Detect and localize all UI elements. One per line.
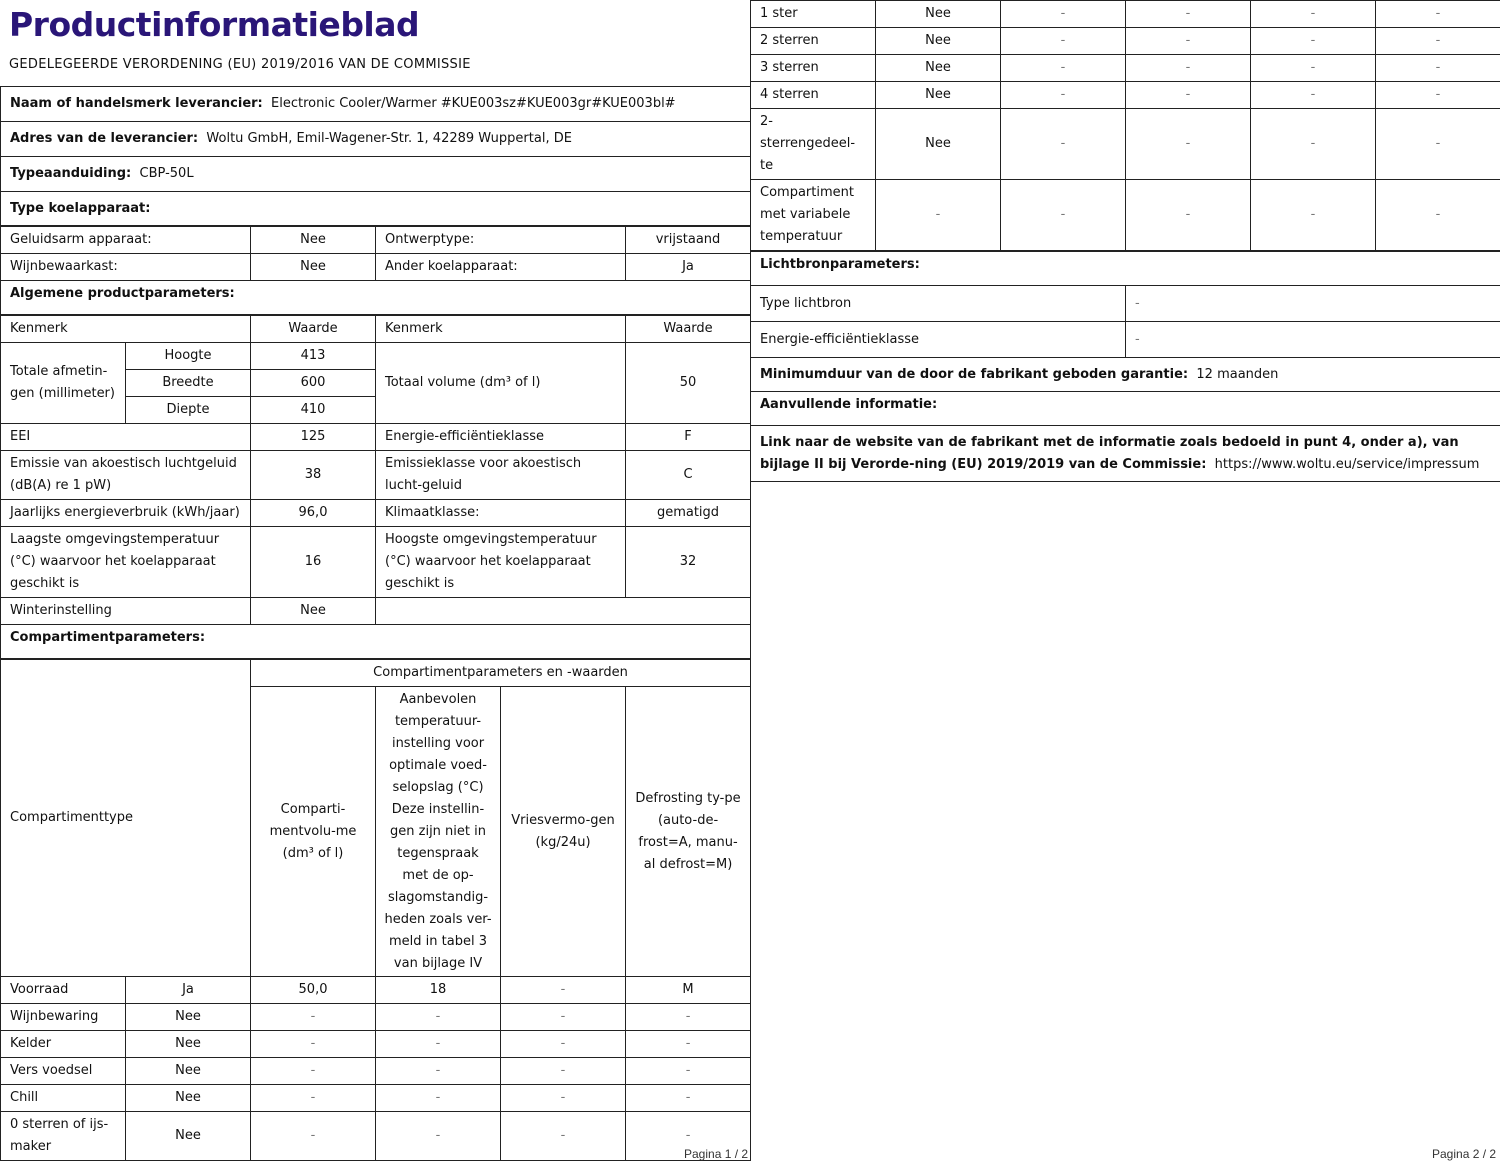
compartment-group-header: Compartimentparameters en -waarden (251, 660, 751, 687)
header-table (0, 0, 750, 86)
compartment-temp: - (1126, 55, 1251, 82)
compartment-freeze: - (1251, 28, 1376, 55)
compartment-name: Vers voedsel (1, 1058, 126, 1085)
warranty-label: Minimumduur van de door de fabrikant geboden garantie: (760, 366, 1189, 382)
table-row (751, 28, 1500, 55)
dimensions-label: Totale afmetin-gen (millimeter) (1, 343, 126, 424)
document-title: Productinformatieblad (9, 5, 420, 44)
compartment-temp: - (376, 1031, 501, 1058)
wine-storage-value: Nee (251, 254, 376, 281)
compartment-parameters-heading: Compartimentparameters: (1, 625, 751, 659)
compartment-table-continued (750, 0, 1500, 251)
height-label: Hoogte (126, 343, 251, 370)
table-row (1, 1004, 751, 1031)
light-class-value: - (1126, 322, 1500, 358)
total-volume-label: Totaal volume (dm³ of l) (376, 343, 626, 424)
compartment-name: Compartiment met variabele temperatuur (751, 180, 876, 251)
compartment-present: Nee (126, 1112, 251, 1161)
col-waarde-right: Waarde (626, 316, 751, 343)
page-1 (0, 0, 750, 1161)
col-waarde-left: Waarde (251, 316, 376, 343)
compartment-temp: - (1126, 82, 1251, 109)
table-row (751, 180, 1500, 251)
compartment-volume: - (1001, 109, 1126, 180)
supplier-table (0, 86, 751, 226)
manufacturer-link-label: Link naar de website van de fabrikant met de informatie zoals bedoeld in punt 4, onder a), van bijlage II bij Verorde-ning (EU) 2019/2019 van de Commissie: (760, 434, 1459, 472)
col-freezing-capacity: Vriesvermo-gen (kg/24u) (501, 687, 626, 977)
table-row (1, 1085, 751, 1112)
design-type-value: vrijstaand (626, 227, 751, 254)
table-row (1, 1112, 751, 1161)
supplier-name-row (1, 87, 751, 122)
compartment-present: Nee (876, 109, 1001, 180)
compartment-temp: - (376, 1112, 501, 1161)
col-kenmerk-left: Kenmerk (1, 316, 251, 343)
compartment-volume: - (251, 1085, 376, 1112)
light-source-table (750, 251, 1500, 482)
col-compartment-volume: Comparti-mentvolu-me (dm³ of l) (251, 687, 376, 977)
light-class-label: Energie-efficiëntieklasse (751, 322, 1126, 358)
type-designation-label: Typeaanduiding: (10, 166, 132, 181)
regulation-subtitle: GEDELEGEERDE VERORDENING (EU) 2019/2016 VAN DE COMMISSIE (9, 57, 471, 72)
max-temp-label: Hoogste omgevingstemperatuur (°C) waarvoor het koelapparaat geschikt is (376, 527, 626, 598)
supplier-address-label: Adres van de leverancier: (10, 131, 199, 146)
appliance-type-table (0, 226, 751, 315)
compartment-name: 0 sterren of ijs-maker (1, 1112, 126, 1161)
page-2 (750, 0, 1500, 482)
winter-setting-label: Winterinstelling (1, 598, 251, 625)
compartment-defrost: - (626, 1058, 751, 1085)
compartment-name: 4 sterren (751, 82, 876, 109)
low-noise-value: Nee (251, 227, 376, 254)
empty-cell (376, 598, 751, 625)
col-defrosting-type: Defrosting ty-pe (auto-de-frost=A, manu-al defrost=M) (626, 687, 751, 977)
compartment-temp: - (376, 1058, 501, 1085)
appliance-type-heading: Type koelapparaat: (1, 192, 751, 226)
compartment-freeze: - (501, 1085, 626, 1112)
warranty-row (751, 358, 1500, 392)
wine-storage-label: Wijnbewaarkast: (1, 254, 251, 281)
light-type-label: Type lichtbron (751, 286, 1126, 322)
compartment-defrost: M (626, 977, 751, 1004)
min-temp-label: Laagste omgevingstemperatuur (°C) waarvoor het koelapparaat geschikt is (1, 527, 251, 598)
type-designation-row (1, 157, 751, 192)
climate-class-label: Klimaatklasse: (376, 500, 626, 527)
page-number-1: Pagina 1 / 2 (684, 1147, 749, 1161)
compartment-temp: - (1126, 28, 1251, 55)
table-row (1, 1058, 751, 1085)
table-row (751, 109, 1500, 180)
compartment-name: Voorraad (1, 977, 126, 1004)
depth-label: Diepte (126, 397, 251, 424)
noise-emission-value: 38 (251, 451, 376, 500)
compartment-volume: - (251, 1058, 376, 1085)
compartment-volume: - (1001, 28, 1126, 55)
compartment-defrost: - (1376, 1, 1500, 28)
eei-value: 125 (251, 424, 376, 451)
warranty-value: 12 maanden (1196, 366, 1279, 382)
depth-value: 410 (251, 397, 376, 424)
other-appliance-value: Ja (626, 254, 751, 281)
height-value: 413 (251, 343, 376, 370)
width-value: 600 (251, 370, 376, 397)
compartment-freeze: - (1251, 180, 1376, 251)
type-designation-value: CBP-50L (139, 166, 194, 181)
compartment-name: Wijnbewaring (1, 1004, 126, 1031)
compartment-temp: - (1126, 109, 1251, 180)
manufacturer-link-row (751, 426, 1500, 482)
compartment-volume: - (1001, 55, 1126, 82)
compartment-temp: 18 (376, 977, 501, 1004)
compartment-volume: - (251, 1031, 376, 1058)
compartment-name: 2 sterren (751, 28, 876, 55)
compartment-name: 1 ster (751, 1, 876, 28)
annual-consumption-label: Jaarlijks energieverbruik (kWh/jaar) (1, 500, 251, 527)
compartment-volume: - (1001, 180, 1126, 251)
compartment-volume: 50,0 (251, 977, 376, 1004)
supplier-name-label: Naam of handelsmerk leverancier: (10, 96, 263, 111)
compartment-defrost: - (1376, 82, 1500, 109)
compartment-volume: - (1001, 1, 1126, 28)
compartment-present: Nee (876, 1, 1001, 28)
table-row (751, 82, 1500, 109)
compartment-volume: - (251, 1004, 376, 1031)
compartment-present: - (876, 180, 1001, 251)
light-source-heading: Lichtbronparameters: (751, 252, 1500, 286)
compartment-defrost: - (626, 1031, 751, 1058)
compartment-present: Ja (126, 977, 251, 1004)
additional-info-heading: Aanvullende informatie: (751, 392, 1500, 426)
supplier-name-value: Electronic Cooler/Warmer #KUE003sz#KUE003gr#KUE003bl# (271, 96, 676, 111)
compartment-freeze: - (501, 1112, 626, 1161)
compartment-table (0, 659, 751, 1161)
width-label: Breedte (126, 370, 251, 397)
compartment-name: 2-sterrengedeel-te (751, 109, 876, 180)
compartment-name: Kelder (1, 1031, 126, 1058)
noise-class-label: Emissieklasse voor akoestisch lucht-geluid (376, 451, 626, 500)
climate-class-value: gematigd (626, 500, 751, 527)
winter-setting-value: Nee (251, 598, 376, 625)
col-recommended-temp: Aanbevolen temperatuur-instelling voor optimale voed-selopslag (°C) Deze instellin-gen zijn niet in tegenspraak met de op-slagomstandig-heden zoals ver-meld in tabel 3 van bijlage IV (376, 687, 501, 977)
design-type-label: Ontwerptype: (376, 227, 626, 254)
compartment-name: 3 sterren (751, 55, 876, 82)
compartment-freeze: - (1251, 55, 1376, 82)
compartment-freeze: - (501, 1031, 626, 1058)
annual-consumption-value: 96,0 (251, 500, 376, 527)
total-volume-value: 50 (626, 343, 751, 424)
table-row (751, 55, 1500, 82)
compartment-defrost: - (1376, 109, 1500, 180)
energy-class-label: Energie-efficiëntieklasse (376, 424, 626, 451)
energy-class-value: F (626, 424, 751, 451)
compartment-present: Nee (126, 1031, 251, 1058)
compartment-present: Nee (876, 28, 1001, 55)
max-temp-value: 32 (626, 527, 751, 598)
compartment-temp: - (376, 1085, 501, 1112)
supplier-address-value: Woltu GmbH, Emil-Wagener-Str. 1, 42289 Wuppertal, DE (206, 131, 572, 146)
compartment-temp: - (376, 1004, 501, 1031)
compartment-defrost: - (1376, 28, 1500, 55)
noise-class-value: C (626, 451, 751, 500)
compartment-volume: - (251, 1112, 376, 1161)
compartment-volume: - (1001, 82, 1126, 109)
general-parameters-heading: Algemene productparameters: (1, 281, 751, 315)
compartment-defrost: - (626, 1004, 751, 1031)
general-parameters-table (0, 315, 751, 659)
table-row (751, 1, 1500, 28)
compartment-defrost: - (1376, 55, 1500, 82)
compartment-present: Nee (126, 1058, 251, 1085)
compartment-present: Nee (876, 55, 1001, 82)
compartment-defrost: - (626, 1112, 751, 1161)
compartment-freeze: - (501, 977, 626, 1004)
page-number-2: Pagina 2 / 2 (1432, 1147, 1497, 1161)
eei-label: EEI (1, 424, 251, 451)
compartment-temp: - (1126, 1, 1251, 28)
compartment-freeze: - (501, 1004, 626, 1031)
compartment-freeze: - (501, 1058, 626, 1085)
compartment-present: Nee (126, 1004, 251, 1031)
supplier-address-row (1, 122, 751, 157)
compartment-present: Nee (876, 82, 1001, 109)
compartment-freeze: - (1251, 1, 1376, 28)
table-row (1, 977, 751, 1004)
compartment-present: Nee (126, 1085, 251, 1112)
other-appliance-label: Ander koelapparaat: (376, 254, 626, 281)
compartment-name: Chill (1, 1085, 126, 1112)
manufacturer-link-value[interactable]: https://www.woltu.eu/service/impressum (1214, 456, 1480, 472)
light-type-value: - (1126, 286, 1500, 322)
compartment-freeze: - (1251, 82, 1376, 109)
min-temp-value: 16 (251, 527, 376, 598)
compartment-freeze: - (1251, 109, 1376, 180)
low-noise-label: Geluidsarm apparaat: (1, 227, 251, 254)
compartment-defrost: - (1376, 180, 1500, 251)
compartment-type-header: Compartimenttype (1, 660, 251, 977)
compartment-defrost: - (626, 1085, 751, 1112)
noise-emission-label: Emissie van akoestisch luchtgeluid (dB(A) re 1 pW) (1, 451, 251, 500)
compartment-temp: - (1126, 180, 1251, 251)
col-kenmerk-right: Kenmerk (376, 316, 626, 343)
table-row (1, 1031, 751, 1058)
